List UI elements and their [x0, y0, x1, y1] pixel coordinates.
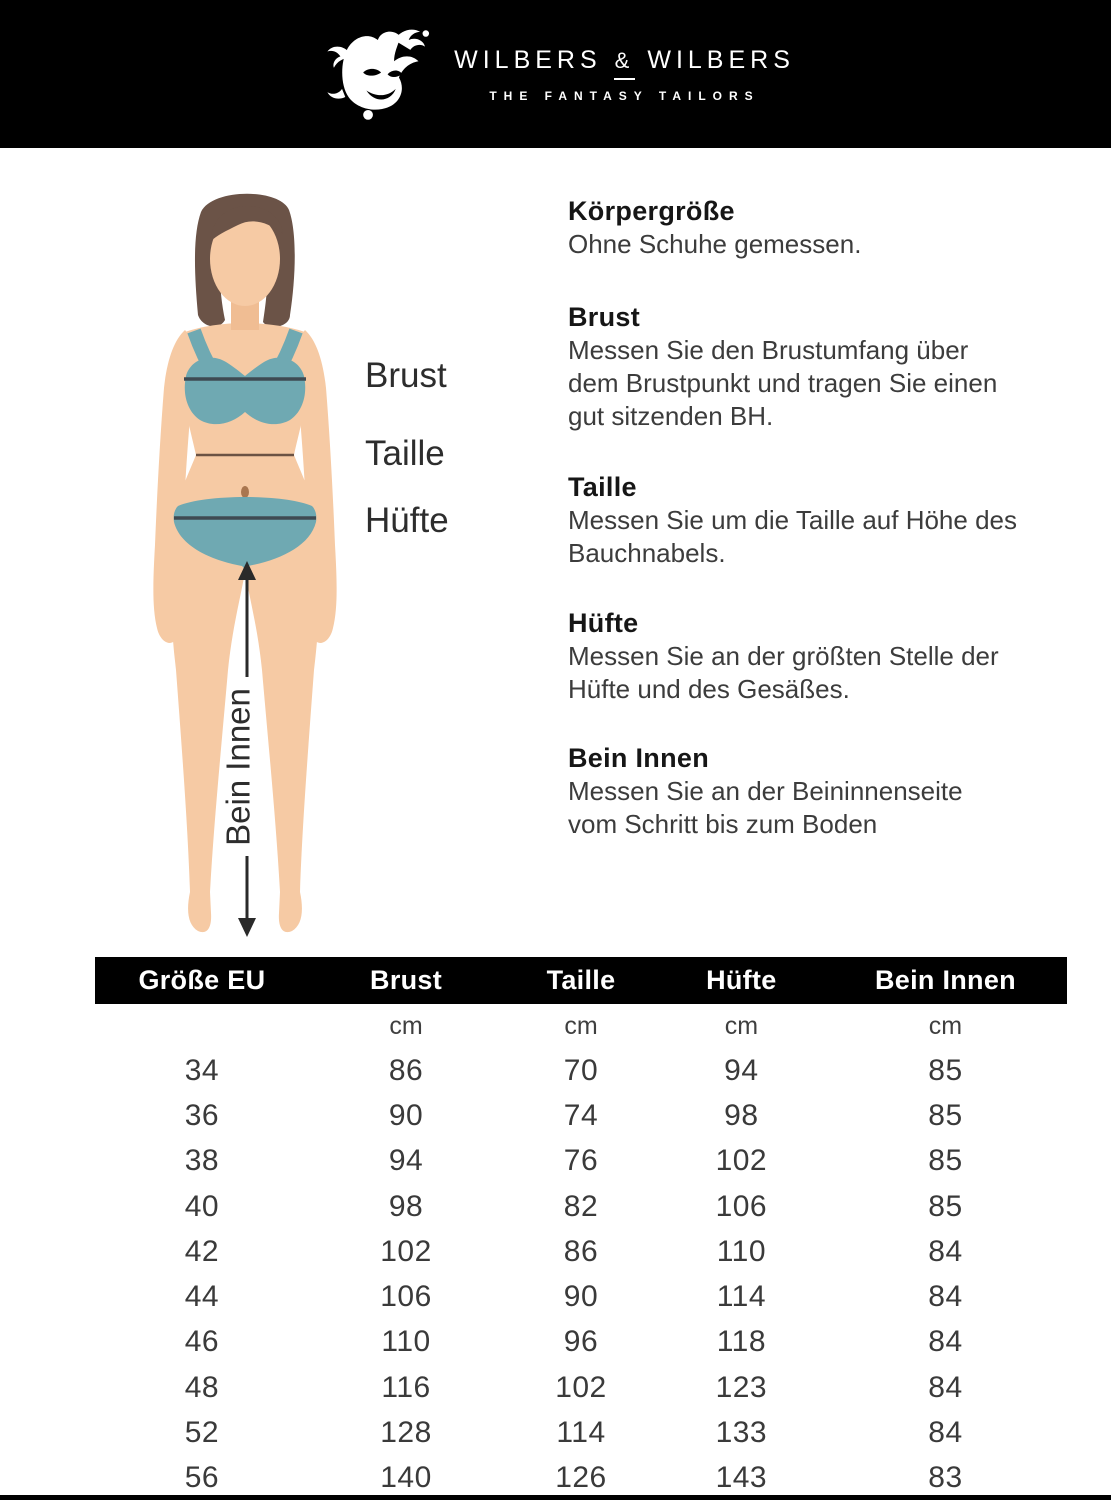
guide-section-huefte	[568, 606, 1073, 706]
table-cell: 106	[380, 1280, 432, 1314]
figure-label-hip: Hüfte	[365, 501, 449, 540]
table-row	[95, 1229, 1067, 1274]
table-row	[95, 1184, 1067, 1229]
size-table-body	[95, 1048, 1067, 1500]
inseam-label: Bein Innen	[219, 688, 257, 846]
table-cell: 56	[184, 1461, 220, 1495]
table-cell: 116	[381, 1370, 431, 1404]
table-cell: 86	[388, 1053, 424, 1087]
column-header-brust: Brust	[370, 965, 443, 995]
guide-section-bein-innen	[568, 741, 1073, 841]
table-cell: 70	[563, 1053, 599, 1087]
guide-line: Messen Sie an der größten Stelle der	[568, 641, 999, 671]
table-cell: 90	[563, 1280, 599, 1314]
body-illustration	[130, 180, 365, 955]
table-cell: 114	[556, 1416, 606, 1450]
table-cell: 52	[184, 1416, 220, 1450]
table-cell: 114	[716, 1280, 767, 1314]
navel	[241, 486, 249, 498]
table-cell: 133	[715, 1416, 768, 1450]
table-cell: 40	[184, 1189, 220, 1223]
guide-line: gut sitzenden BH.	[568, 401, 774, 431]
guide-line: Hüfte und des Gesäßes.	[568, 674, 850, 704]
table-cell: 126	[555, 1461, 607, 1495]
unit-cell: cm	[928, 1011, 963, 1040]
table-cell: 74	[563, 1098, 599, 1132]
guide-title: Hüfte	[568, 608, 639, 638]
brand-name	[454, 46, 795, 80]
table-row	[95, 1048, 1067, 1093]
brand-header	[0, 0, 1111, 148]
table-cell: 102	[380, 1234, 432, 1268]
jester-mask-icon	[316, 21, 438, 125]
size-table-header	[95, 957, 1067, 1004]
guide-title: Körpergröße	[568, 196, 735, 226]
unit-cell: cm	[564, 1011, 598, 1040]
table-cell: 85	[928, 1144, 963, 1178]
brand-name-first: WILBERS	[454, 45, 602, 74]
table-cell: 143	[715, 1461, 768, 1495]
brand-tagline: THE FANTASY TAILORS	[489, 88, 760, 103]
brand-ampersand: &	[614, 48, 636, 80]
column-header-bein-innen: Bein Innen	[874, 965, 1016, 995]
table-row	[95, 1320, 1067, 1365]
table-row	[95, 1410, 1067, 1455]
guide-line: vom Schritt bis zum Boden	[568, 809, 878, 839]
table-cell: 102	[715, 1144, 768, 1178]
table-cell: 84	[928, 1416, 963, 1450]
table-cell: 110	[716, 1234, 767, 1268]
guide-line: Messen Sie den Brustumfang über	[568, 335, 969, 365]
brand-text-block	[454, 46, 795, 103]
guide-title: Bein Innen	[568, 743, 710, 773]
guide-line: Messen Sie um die Taille auf Höhe des	[568, 505, 1017, 535]
guide-section-koerpergroesse	[568, 194, 1073, 261]
table-cell: 98	[724, 1098, 759, 1132]
table-cell: 85	[928, 1053, 963, 1087]
column-header-taille: Taille	[546, 965, 616, 995]
table-cell: 98	[388, 1189, 424, 1223]
table-cell: 83	[928, 1461, 963, 1495]
table-cell: 86	[563, 1234, 599, 1268]
column-header-huefte: Hüfte	[706, 965, 777, 995]
table-cell: 110	[381, 1325, 431, 1359]
guide-section-taille	[568, 470, 1073, 570]
table-row	[95, 1365, 1067, 1410]
table-cell: 94	[724, 1053, 759, 1087]
guide-title: Brust	[568, 302, 641, 332]
table-cell: 102	[555, 1370, 607, 1404]
figure-label-bust: Brust	[365, 356, 447, 395]
guide-line: Bauchnabels.	[568, 538, 726, 568]
table-row	[95, 1274, 1067, 1319]
table-row	[95, 1139, 1067, 1184]
table-cell: 84	[928, 1370, 963, 1404]
table-cell: 140	[380, 1461, 432, 1495]
table-cell: 85	[928, 1098, 963, 1132]
table-row	[95, 1456, 1067, 1500]
table-cell: 36	[184, 1098, 220, 1132]
table-cell: 48	[184, 1370, 220, 1404]
table-cell: 118	[716, 1325, 767, 1359]
unit-cell: cm	[389, 1011, 423, 1040]
figure-label-waist: Taille	[365, 434, 445, 473]
table-cell: 123	[715, 1370, 768, 1404]
table-cell: 84	[928, 1325, 963, 1359]
table-cell: 128	[380, 1416, 432, 1450]
table-cell: 85	[928, 1189, 963, 1223]
table-cell: 46	[184, 1325, 220, 1359]
guide-section-brust	[568, 300, 1073, 433]
guide-title: Taille	[568, 472, 637, 502]
size-table	[95, 957, 1067, 1500]
table-cell: 38	[184, 1144, 220, 1178]
table-cell: 42	[184, 1234, 220, 1268]
table-cell: 96	[563, 1325, 599, 1359]
guide-line: dem Brustpunkt und tragen Sie einen	[568, 368, 998, 398]
table-cell: 76	[563, 1144, 599, 1178]
table-cell: 34	[184, 1053, 220, 1087]
table-cell: 90	[388, 1098, 424, 1132]
table-cell: 94	[388, 1144, 424, 1178]
guide-line: Messen Sie an der Beininnenseite	[568, 776, 963, 806]
table-cell: 106	[715, 1189, 768, 1223]
table-cell: 84	[928, 1234, 963, 1268]
table-cell: 82	[563, 1189, 599, 1223]
table-cell: 84	[928, 1280, 963, 1314]
unit-cell: cm	[724, 1011, 759, 1040]
brand-name-second: WILBERS	[647, 45, 795, 74]
table-cell: 44	[184, 1280, 220, 1314]
size-table-units-row	[95, 1004, 1067, 1048]
bottom-divider-bar	[0, 1495, 1111, 1500]
column-header-groesse-eu: Größe EU	[138, 965, 266, 995]
guide-line: Ohne Schuhe gemessen.	[568, 229, 862, 259]
table-row	[95, 1093, 1067, 1138]
